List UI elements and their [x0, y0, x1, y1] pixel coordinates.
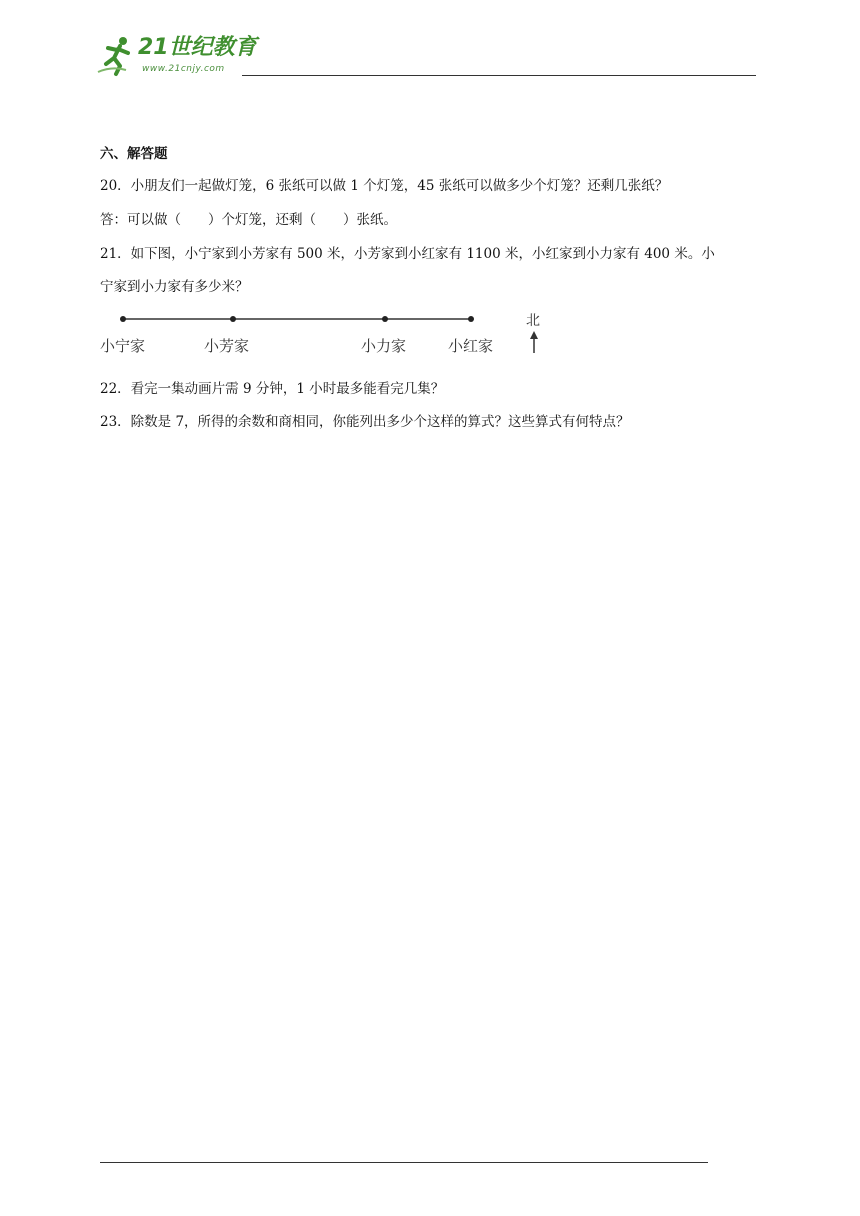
north-label: 北: [526, 313, 540, 329]
section-title: 六、解答题: [100, 146, 168, 162]
question-21-line1: 21．如下图，小宁家到小芳家有 500 米，小芳家到小红家有 1100 米，小红家到小力家有 400 米。小: [100, 246, 715, 262]
answer-20: 答：可以做（ ）个灯笼，还剩（ ）张纸。: [100, 212, 397, 228]
runner-logo-icon: [96, 34, 140, 78]
distance-diagram: [100, 311, 560, 361]
worksheet-content: [100, 140, 760, 432]
point-xiaohong: [468, 316, 474, 322]
header-divider: [242, 75, 756, 76]
label-xiaofang: 小芳家: [204, 337, 250, 355]
point-xiaofang: [230, 316, 236, 322]
page-header: [92, 28, 756, 80]
north-arrow-icon: [530, 331, 538, 353]
label-xiaohong: 小红家: [448, 337, 494, 355]
label-xiaoning: 小宁家: [100, 337, 146, 355]
logo-url: www.21cnjy.com: [142, 64, 225, 74]
logo-text: 21世纪教育: [138, 35, 257, 60]
question-23: 23．除数是 7，所得的余数和商相同，你能列出多少个这样的算式？这些算式有何特点？: [100, 414, 630, 430]
question-22: 22．看完一集动画片需 9 分钟，1 小时最多能看完几集？: [100, 381, 445, 397]
question-21-line2: 宁家到小力家有多少米？: [100, 279, 249, 295]
point-xiaoning: [120, 316, 126, 322]
site-logo[interactable]: [92, 34, 262, 78]
footer-divider: [100, 1162, 708, 1163]
label-xiaoli: 小力家: [361, 337, 407, 355]
point-xiaoli: [382, 316, 388, 322]
question-20: 20．小朋友们一起做灯笼，6 张纸可以做 1 个灯笼，45 张纸可以做多少个灯笼？还剩几张纸？: [100, 178, 669, 194]
